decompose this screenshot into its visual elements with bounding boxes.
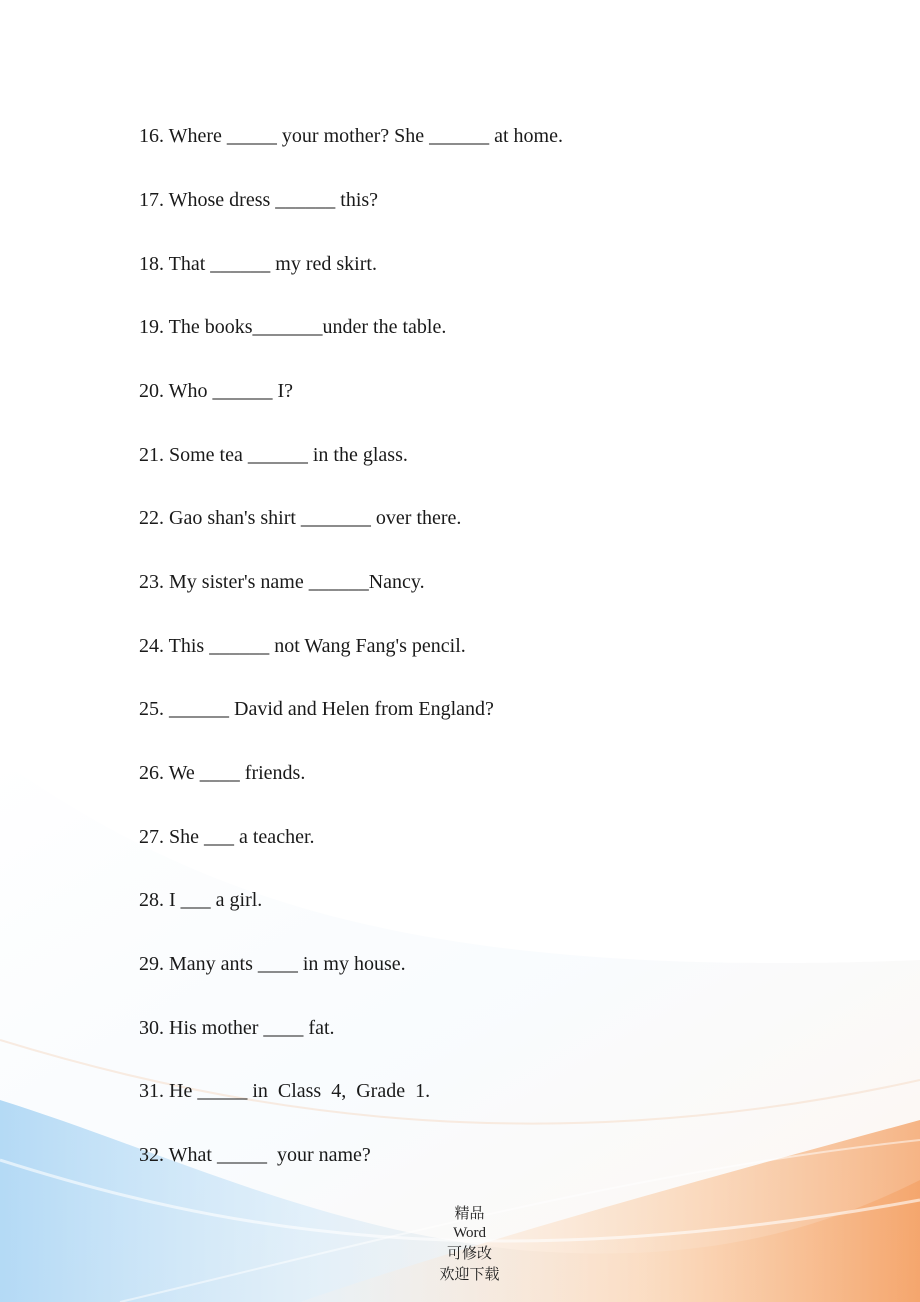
footer-text-jingpin: 精品 <box>454 1204 485 1222</box>
question-32: 32. What _____ your name? <box>139 1144 371 1166</box>
question-21: 21. Some tea ______ in the glass. <box>139 444 408 466</box>
question-28: 28. I ___ a girl. <box>139 889 263 911</box>
question-20: 20. Who ______ I? <box>139 380 294 402</box>
question-31: 31. He _____ in Class 4, Grade 1. <box>139 1080 431 1102</box>
page-footer <box>0 1184 920 1302</box>
question-29: 29. Many ants ____ in my house. <box>139 953 406 975</box>
footer-text-editable: 可修改 <box>447 1244 493 1262</box>
question-16: 16. Where _____ your mother? She ______ at home. <box>139 125 563 147</box>
footer-text-word: Word <box>453 1225 487 1241</box>
question-19: 19. The books_______under the table. <box>139 316 447 338</box>
question-27: 27. She ___ a teacher. <box>139 826 315 848</box>
question-18: 18. That ______ my red skirt. <box>139 253 377 275</box>
footer-text-download: 欢迎下载 <box>439 1265 500 1283</box>
question-17: 17. Whose dress ______ this? <box>139 189 379 211</box>
question-30: 30. His mother ____ fat. <box>139 1017 335 1039</box>
question-22: 22. Gao shan's shirt _______ over there. <box>139 507 462 529</box>
question-23: 23. My sister's name ______Nancy. <box>139 571 425 593</box>
question-25: 25. ______ David and Helen from England? <box>139 698 494 720</box>
question-24: 24. This ______ not Wang Fang's pencil. <box>139 635 466 657</box>
question-26: 26. We ____ friends. <box>139 762 306 784</box>
